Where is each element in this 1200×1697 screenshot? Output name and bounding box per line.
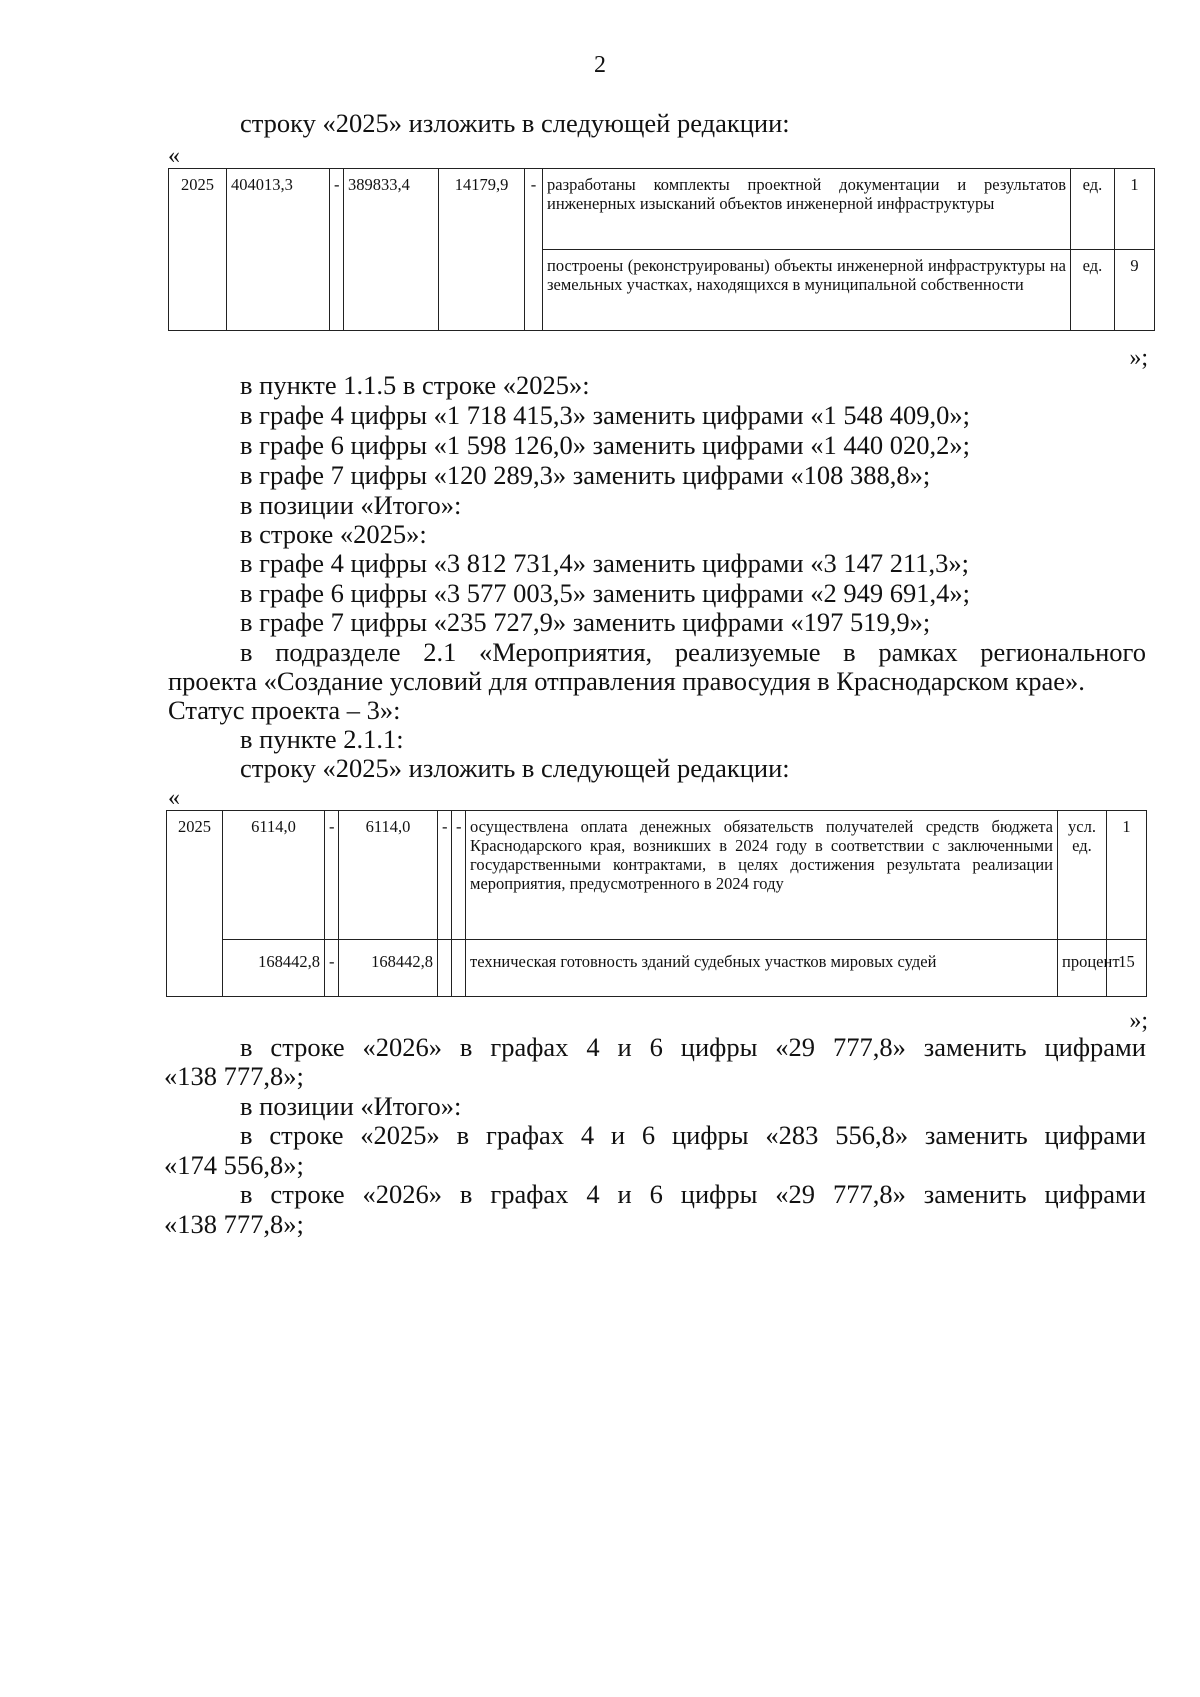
paragraph-line: в строке «2026» в графах 4 и 6 цифры «29 777,8» заменить цифрами [240,1032,1146,1062]
unit-cell: ед. [1071,250,1115,331]
amount-cell [438,940,452,997]
amount-cell: - [325,811,339,940]
paragraph-line: строку «2025» изложить в следующей редакции: [240,108,790,138]
table-row [169,169,1155,250]
result-description: построены (реконструированы) объекты инженерной инфраструктуры на земельных участках, находящихся в муниципальной собственности [543,250,1071,331]
quote-close: »; [1129,345,1148,371]
paragraph-line: «138 777,8»; [164,1061,304,1091]
amount-cell [452,940,466,997]
amount-cell: - [330,169,344,331]
amount-cell: 6114,0 [223,811,325,940]
amount-cell: - [525,169,543,331]
paragraph-line: в строке «2026» в графах 4 и 6 цифры «29 777,8» заменить цифрами [240,1179,1146,1209]
amount-cell: - [438,811,452,940]
paragraph-line: строку «2025» изложить в следующей редакции: [240,753,790,783]
amount-cell: 404013,3 [227,169,330,331]
paragraph-line: в позиции «Итого»: [240,490,462,520]
amount-cell: - [452,811,466,940]
amount-cell: 168442,8 [339,940,438,997]
amount-cell: 168442,8 [223,940,325,997]
unit-cell: ед. [1071,169,1115,250]
amount-cell: 389833,4 [344,169,439,331]
paragraph-line: в строке «2025»: [240,519,427,549]
paragraph-line: в подразделе 2.1 «Мероприятия, реализуемые в рамках регионального [240,637,1146,667]
result-description: осуществлена оплата денежных обязательств получателей средств бюджета Краснодарского края, возникших в 2024 году в соответствии с заключенными государственными контрактами, в целях достижения результата реализации мероприятия, предусмотренного в 2024 году [466,811,1058,940]
paragraph-line: в графе 6 цифры «1 598 126,0» заменить цифрами «1 440 020,2»; [240,430,970,460]
table-row [167,811,1147,940]
paragraph-line: «138 777,8»; [164,1209,304,1239]
quote-open: « [168,785,180,811]
result-description: техническая готовность зданий судебных участков мировых судей [466,940,1058,997]
paragraph-line: в пункте 1.1.5 в строке «2025»: [240,370,590,400]
paragraph-line: Статус проекта – 3»: [168,695,401,725]
paragraph-line: в графе 7 цифры «120 289,3» заменить цифрами «108 388,8»; [240,460,931,490]
result-description: разработаны комплекты проектной документации и результатов инженерных изысканий объектов инженерной инфраструктуры [543,169,1071,250]
value-cell: 9 [1115,250,1155,331]
paragraph-line: в графе 4 цифры «1 718 415,3» заменить цифрами «1 548 409,0»; [240,400,970,430]
value-cell: 1 [1107,811,1147,940]
table-row [167,940,1147,997]
quote-close: »; [1129,1008,1148,1034]
quote-open: « [168,143,180,169]
unit-cell: усл. ед. [1058,811,1107,940]
paragraph-line: в строке «2025» в графах 4 и 6 цифры «283 556,8» заменить цифрами [240,1120,1146,1150]
year-cell: 2025 [167,811,223,997]
paragraph-line: в позиции «Итого»: [240,1091,462,1121]
paragraph-line: в графе 4 цифры «3 812 731,4» заменить цифрами «3 147 211,3»; [240,548,969,578]
value-cell: 1 [1115,169,1155,250]
paragraph-line: в графе 6 цифры «3 577 003,5» заменить цифрами «2 949 691,4»; [240,578,970,608]
paragraph-line: «174 556,8»; [164,1150,304,1180]
amount-cell: 14179,9 [439,169,525,331]
table-2025-infrastructure [168,168,1155,331]
paragraph-line: в графе 7 цифры «235 727,9» заменить цифрами «197 519,9»; [240,607,931,637]
page-number: 2 [594,52,606,78]
paragraph-line: в пункте 2.1.1: [240,724,404,754]
year-cell: 2025 [169,169,227,331]
amount-cell: 6114,0 [339,811,438,940]
paragraph-line: проекта «Создание условий для отправления правосудия в Краснодарском крае». [168,666,1085,696]
table-2025-justice [166,810,1147,997]
amount-cell: - [325,940,339,997]
unit-cell: процент [1058,940,1107,997]
value-cell: 15 [1107,940,1147,997]
